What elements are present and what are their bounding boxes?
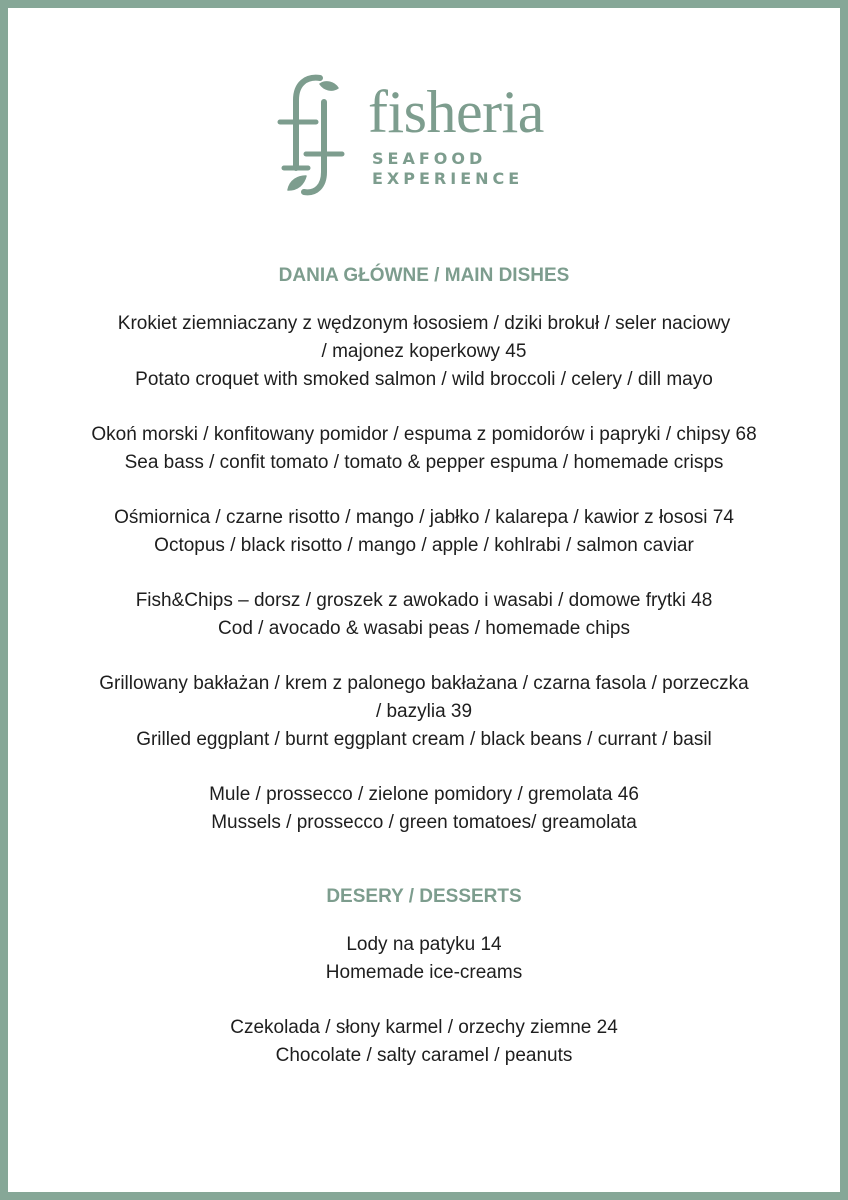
dessert-item [40,1014,808,1070]
brand-tagline-line2: EXPERIENCE [372,169,524,188]
dish-line: Potato croquet with smoked salmon / wild broccoli / celery / dill mayo [135,369,713,390]
dish-item [40,504,808,560]
brand-name: fisheria [368,79,544,145]
brand-tagline-line1: SEAFOOD [372,149,487,168]
dish-line: Mussels / prossecco / green tomatoes/ greamolata [211,812,637,833]
dish-line: Okoń morski / konfitowany pomidor / espuma z pomidorów i papryki / chipsy 68 [91,424,757,445]
dish-line: Sea bass / confit tomato / tomato & pepper espuma / homemade crisps [124,452,724,473]
brand-logo [276,72,576,202]
dessert-line: Chocolate / salty caramel / peanuts [275,1045,573,1066]
dessert-line: Homemade ice-creams [325,962,523,983]
dish-line: Cod / avocado & wasabi peas / homemade chips [218,618,630,639]
main-dishes-heading: DANIA GŁÓWNE / MAIN DISHES [278,265,570,286]
dessert-item [40,931,808,987]
dish-line: / majonez koperkowy 45 [321,341,527,362]
dish-line: Mule / prossecco / zielone pomidory / gremolata 46 [209,784,639,805]
dish-item [40,781,808,837]
dessert-line: Lody na patyku 14 [346,934,502,955]
dish-line: Octopus / black risotto / mango / apple / kohlrabi / salmon caviar [154,535,694,556]
dish-item [40,670,808,754]
dish-item [40,310,808,394]
dish-line: Fish&Chips – dorsz / groszek z awokado i wasabi / domowe frytki 48 [135,590,713,611]
dessert-line: Czekolada / słony karmel / orzechy ziemne 24 [230,1017,618,1038]
desserts-heading: DESERY / DESSERTS [326,886,522,907]
dish-line: / bazylia 39 [375,701,473,722]
menu-content [40,262,808,1070]
dish-line: Krokiet ziemniaczany z wędzonym łososiem / dziki brokuł / seler naciowy [117,313,731,334]
desserts-list [40,931,808,1070]
dish-line: Ośmiornica / czarne risotto / mango / jabłko / kalarepa / kawior z łososi 74 [114,507,734,528]
dish-item [40,587,808,643]
dish-line: Grilled eggplant / burnt eggplant cream / black beans / currant / basil [136,729,712,750]
dish-item [40,421,808,477]
dish-line: Grillowany bakłażan / krem z palonego bakłażana / czarna fasola / porzeczka [99,673,749,694]
main-dishes-list [40,310,808,837]
fisheria-monogram-icon [276,72,346,198]
